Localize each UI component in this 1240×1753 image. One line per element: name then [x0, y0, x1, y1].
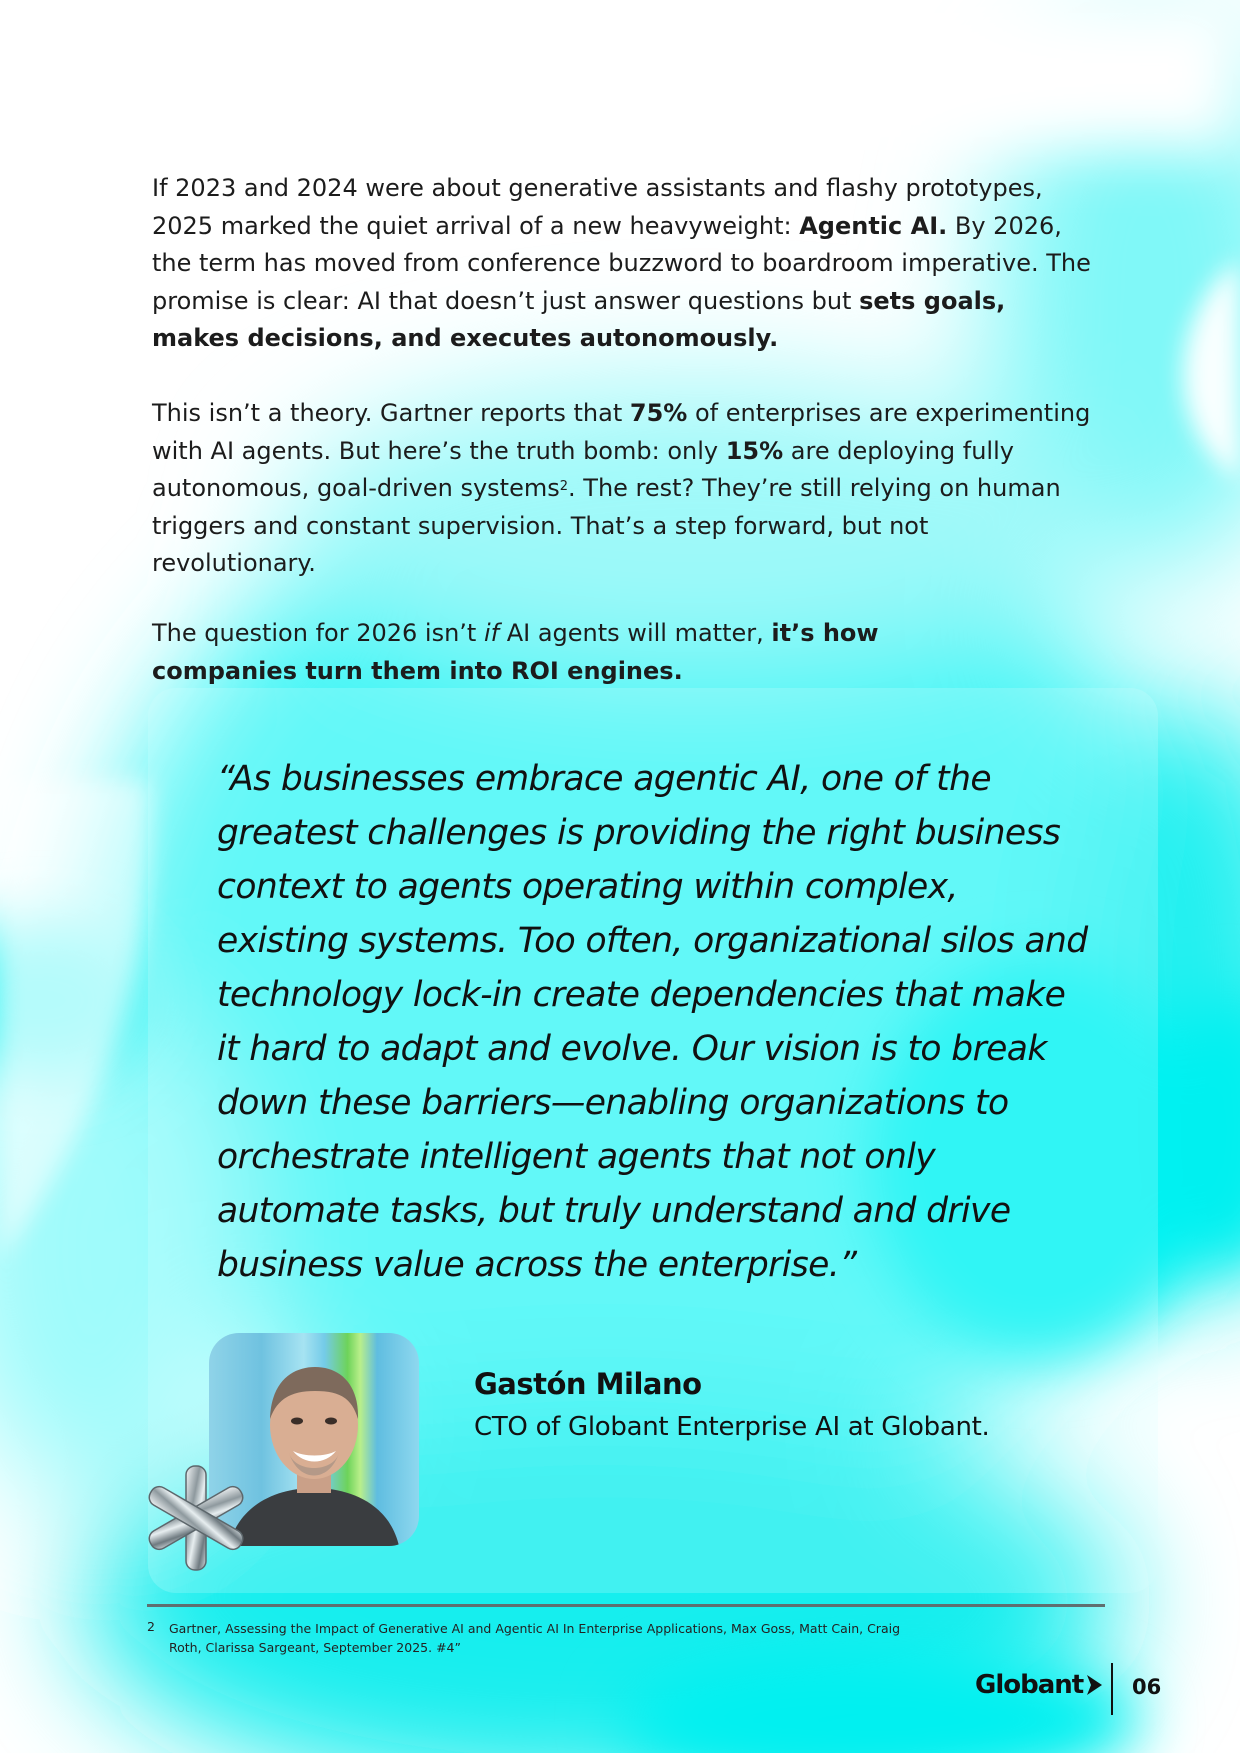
intro-p3-italic-if: if — [483, 619, 500, 647]
logo-arrow-icon — [1085, 1674, 1103, 1696]
intro-paragraph-3 — [152, 615, 912, 690]
intro-paragraph-2 — [152, 395, 1092, 583]
intro-p1-bold-agentic: Agentic AI. — [799, 211, 948, 240]
page-number: 06 — [1132, 1675, 1162, 1699]
intro-p3-bold-roi: it’s how companies turn them into ROI engines. — [152, 619, 879, 685]
intro-p1-bold-goals: sets goals, makes decisions, and executes autonomously. — [152, 286, 1006, 352]
logo-wordmark: Globant — [975, 1670, 1084, 1700]
intro-p2-text-f: . The rest? They’re still relying on human triggers and constant supervision. That’s a step forward, but not revolutionary. — [152, 474, 1061, 577]
footnote-divider — [147, 1604, 1105, 1607]
footnote-number: 2 — [147, 1619, 155, 1634]
chrome-star-icon — [140, 1462, 252, 1574]
intro-p3-text-c: AI agents will matter, — [499, 619, 772, 647]
stat-75-percent: 75% — [629, 399, 688, 427]
author-role: CTO of Globant Enterprise AI at Globant. — [474, 1412, 990, 1442]
globant-logo — [975, 1670, 1103, 1700]
pull-quote: “As businesses embrace agentic AI, one of the greatest challenges is providing the right business context to agents operating within complex, existing systems. Too often, organizational silos and technology lock-in create dependencies that make it hard to adapt and evolve. Our vision is to break down these barriers—enabling organizations to orchestrate intelligent agents that not only automate tasks, but truly understand and drive business value across the enterprise.” — [217, 759, 1088, 1285]
intro-p3-text-a: The question for 2026 isn’t — [152, 619, 484, 647]
intro-p2-text-c: of enterprises are experimenting with AI agents. But here’s the truth bomb: only — [152, 399, 1091, 465]
intro-p2-text-a: This isn’t a theory. Gartner reports that — [152, 399, 630, 427]
footnote-reference: 2 — [559, 479, 569, 494]
intro-p1-text-c: By 2026, the term has moved from conference buzzword to boardroom imperative. The promise is clear: AI that doesn’t just answer questions but — [152, 211, 1091, 315]
footnote-text: Gartner, Assessing the Impact of Generative AI and Agentic AI In Enterprise Applications, Max Goss, Matt Cain, Craig Roth, Clarissa Sargeant, September 2025. #4” — [169, 1621, 901, 1655]
intro-p1-text-a: If 2023 and 2024 were about generative assistants and flashy prototypes, 2025 marked the quiet arrival of a new heavyweight: — [152, 174, 1043, 240]
stat-15-percent: 15% — [725, 436, 784, 465]
author-name: Gastón Milano — [474, 1367, 702, 1401]
intro-paragraph-1 — [152, 170, 1092, 358]
intro-p2-text-e: are deploying fully autonomous, goal-driven systems — [152, 436, 1014, 502]
footer-separator — [1111, 1663, 1113, 1715]
